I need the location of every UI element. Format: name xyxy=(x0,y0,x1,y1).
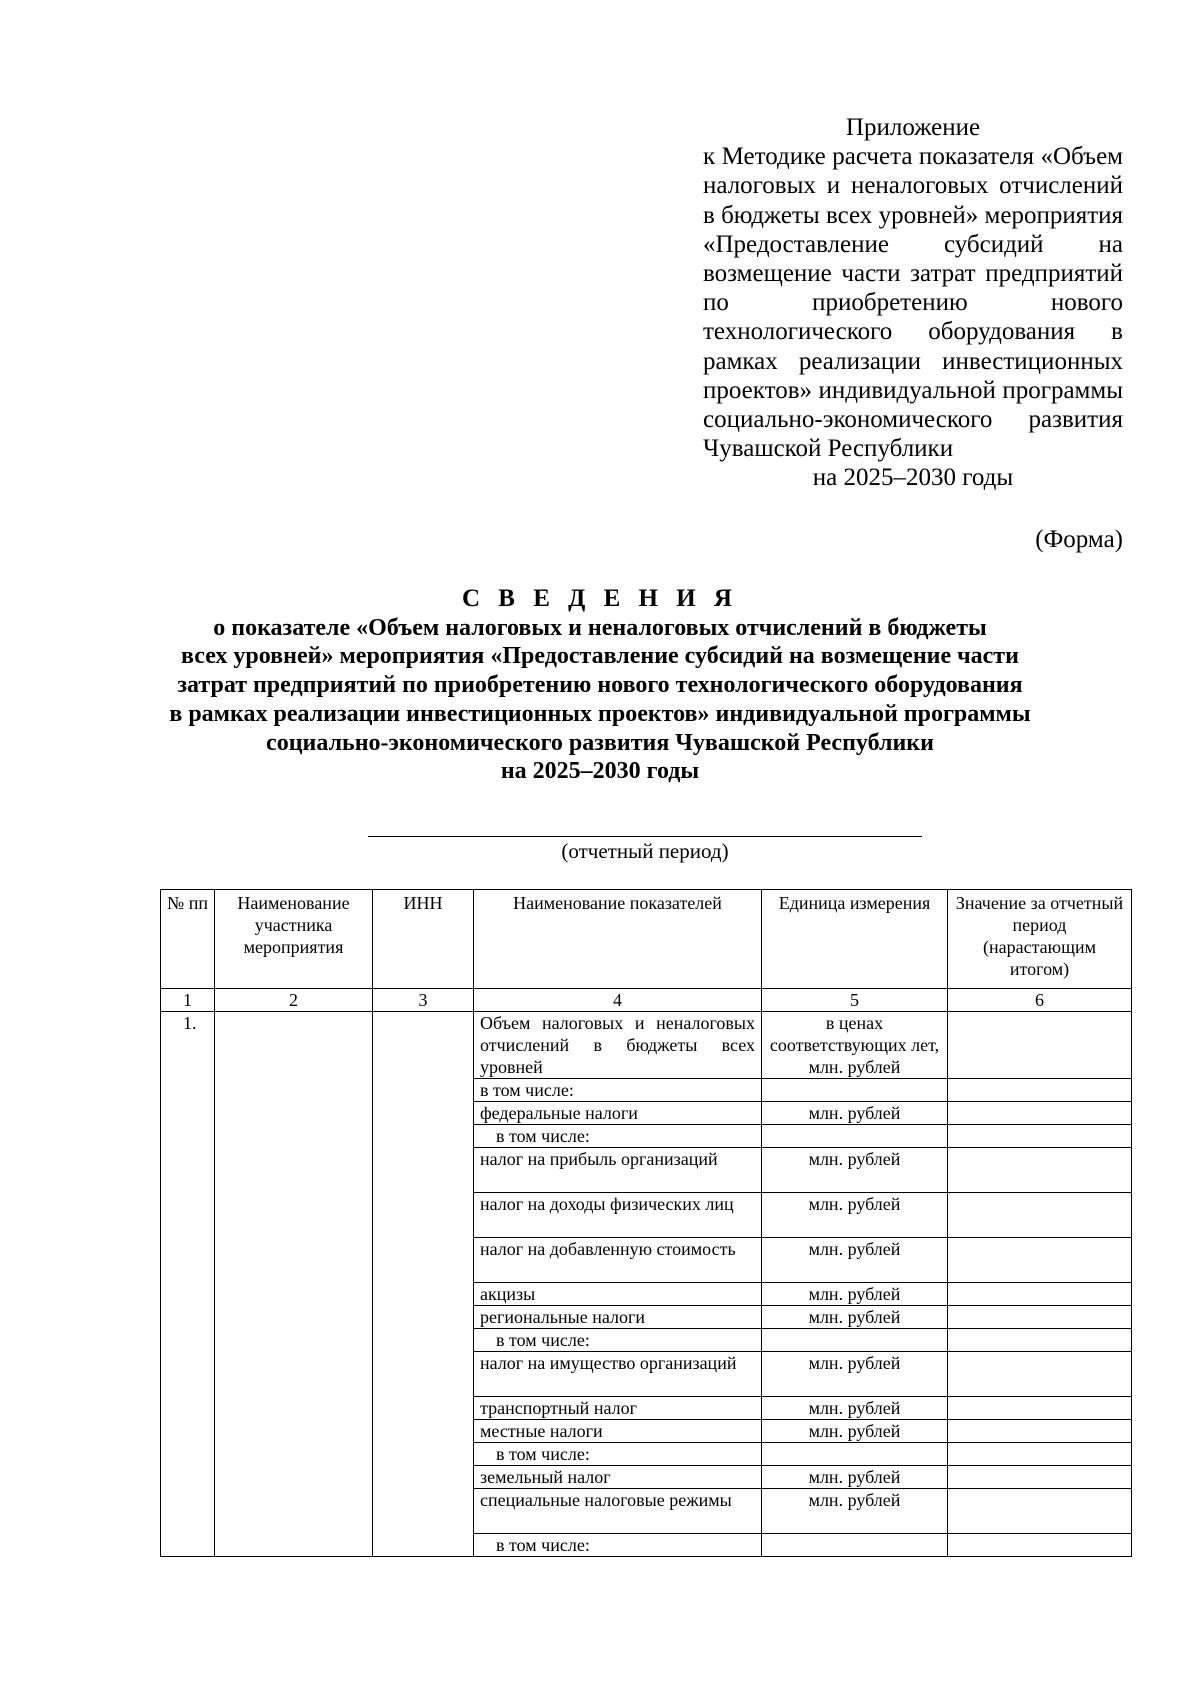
value-cell xyxy=(948,1193,1132,1238)
column-number: 4 xyxy=(474,989,762,1012)
header-number: № пп xyxy=(161,890,215,989)
appendix-title: Приложение xyxy=(845,114,981,141)
value-cell xyxy=(948,1238,1132,1283)
indicator-cell: акцизы xyxy=(474,1283,762,1306)
value-cell xyxy=(948,1125,1132,1148)
value-cell xyxy=(948,1534,1132,1557)
unit-cell xyxy=(762,1079,948,1102)
form-label: (Форма) xyxy=(1035,526,1123,553)
value-cell xyxy=(948,1102,1132,1125)
document-heading xyxy=(0,585,1200,786)
appendix-last-line: на 2025–2030 годы xyxy=(812,464,1014,492)
value-cell xyxy=(948,1466,1132,1489)
value-cell xyxy=(948,1012,1132,1079)
column-number: 3 xyxy=(373,989,474,1012)
unit-cell: млн. рублей xyxy=(762,1193,948,1238)
unit-cell: млн. рублей xyxy=(762,1397,948,1420)
unit-cell: млн. рублей xyxy=(762,1283,948,1306)
value-cell xyxy=(948,1329,1132,1352)
participant-cell xyxy=(215,1012,373,1557)
value-cell xyxy=(948,1352,1132,1397)
indicator-cell: налог на имущество организаций xyxy=(474,1352,762,1397)
table-header-row xyxy=(161,890,1132,989)
indicator-cell: земельный налог xyxy=(474,1466,762,1489)
column-number: 2 xyxy=(215,989,373,1012)
value-cell xyxy=(948,1148,1132,1193)
heading-line: на 2025–2030 годы xyxy=(500,758,700,785)
value-cell xyxy=(948,1306,1132,1329)
column-number: 6 xyxy=(948,989,1132,1012)
heading-line: о показателе «Объем налоговых и неналоговых отчислений в бюджеты xyxy=(213,614,987,641)
unit-cell: млн. рублей xyxy=(762,1238,948,1283)
column-number: 5 xyxy=(762,989,948,1012)
header-inn: ИНН xyxy=(373,890,474,989)
unit-cell xyxy=(762,1443,948,1466)
heading-line: затрат предприятий по приобретению нового технологического оборудования xyxy=(177,672,1023,699)
indicator-cell: Объем налоговых и неналоговых отчислений в бюджеты всех уровней xyxy=(474,1012,762,1079)
value-cell xyxy=(948,1443,1132,1466)
unit-cell: млн. рублей xyxy=(762,1420,948,1443)
inn-cell xyxy=(373,1012,474,1557)
value-cell xyxy=(948,1397,1132,1420)
indicator-cell: в том числе: xyxy=(474,1079,762,1102)
header-unit: Единица измерения xyxy=(762,890,948,989)
indicator-cell: региональные налоги xyxy=(474,1306,762,1329)
unit-cell: в ценах соответствующих лет, млн. рублей xyxy=(762,1012,948,1079)
unit-cell: млн. рублей xyxy=(762,1466,948,1489)
unit-cell: млн. рублей xyxy=(762,1306,948,1329)
value-cell xyxy=(948,1489,1132,1534)
indicator-cell: в том числе: xyxy=(474,1125,762,1148)
indicator-cell: в том числе: xyxy=(474,1534,762,1557)
indicator-cell: налог на доходы физических лиц xyxy=(474,1193,762,1238)
value-cell xyxy=(948,1283,1132,1306)
column-number: 1 xyxy=(161,989,215,1012)
appendix-body: к Методике расчета показателя «Объем налоговых и неналоговых отчислений в бюджеты всех уровней» мероприятия «Предоставление субсидий на возмещение части затрат предприятий по приобретению нового технологического оборудования в рамках реализации инвестиционных проектов» индивидуальной программы социально-экономического развития Чувашской Республики xyxy=(703,143,1123,463)
unit-cell: млн. рублей xyxy=(762,1148,948,1193)
unit-cell xyxy=(762,1125,948,1148)
heading-line: всех уровней» мероприятия «Предоставление субсидий на возмещение части xyxy=(181,643,1019,670)
unit-cell xyxy=(762,1329,948,1352)
indicator-cell: налог на добавленную стоимость xyxy=(474,1238,762,1283)
unit-cell: млн. рублей xyxy=(762,1489,948,1534)
indicator-cell: налог на прибыль организаций xyxy=(474,1148,762,1193)
heading-title: С В Е Д Е Н И Я xyxy=(462,585,738,612)
heading-line: в рамках реализации инвестиционных проектов» индивидуальной программы xyxy=(169,700,1031,727)
column-numbers-row xyxy=(161,989,1132,1012)
header-indicator: Наименование показателей xyxy=(474,890,762,989)
indicator-cell: в том числе: xyxy=(474,1443,762,1466)
header-participant: Наименование участника мероприятия xyxy=(215,890,373,989)
header-value: Значение за отчетный период (нарастающим итогом) xyxy=(948,890,1132,989)
indicator-cell: специальные налоговые режимы xyxy=(474,1489,762,1534)
indicator-cell: в том числе: xyxy=(474,1329,762,1352)
indicators-table xyxy=(160,889,1132,1557)
heading-line: социально-экономического развития Чувашской Республики xyxy=(266,729,934,756)
indicator-cell: транспортный налог xyxy=(474,1397,762,1420)
period-caption: (отчетный период) xyxy=(561,839,729,863)
row-number-cell: 1. xyxy=(161,1012,215,1557)
indicator-cell: местные налоги xyxy=(474,1420,762,1443)
unit-cell: млн. рублей xyxy=(762,1102,948,1125)
table-row xyxy=(161,1012,1132,1079)
value-cell xyxy=(948,1079,1132,1102)
unit-cell xyxy=(762,1534,948,1557)
appendix-block xyxy=(703,113,1123,493)
value-cell xyxy=(948,1420,1132,1443)
indicator-cell: федеральные налоги xyxy=(474,1102,762,1125)
unit-cell: млн. рублей xyxy=(762,1352,948,1397)
period-blank-line xyxy=(368,836,922,837)
